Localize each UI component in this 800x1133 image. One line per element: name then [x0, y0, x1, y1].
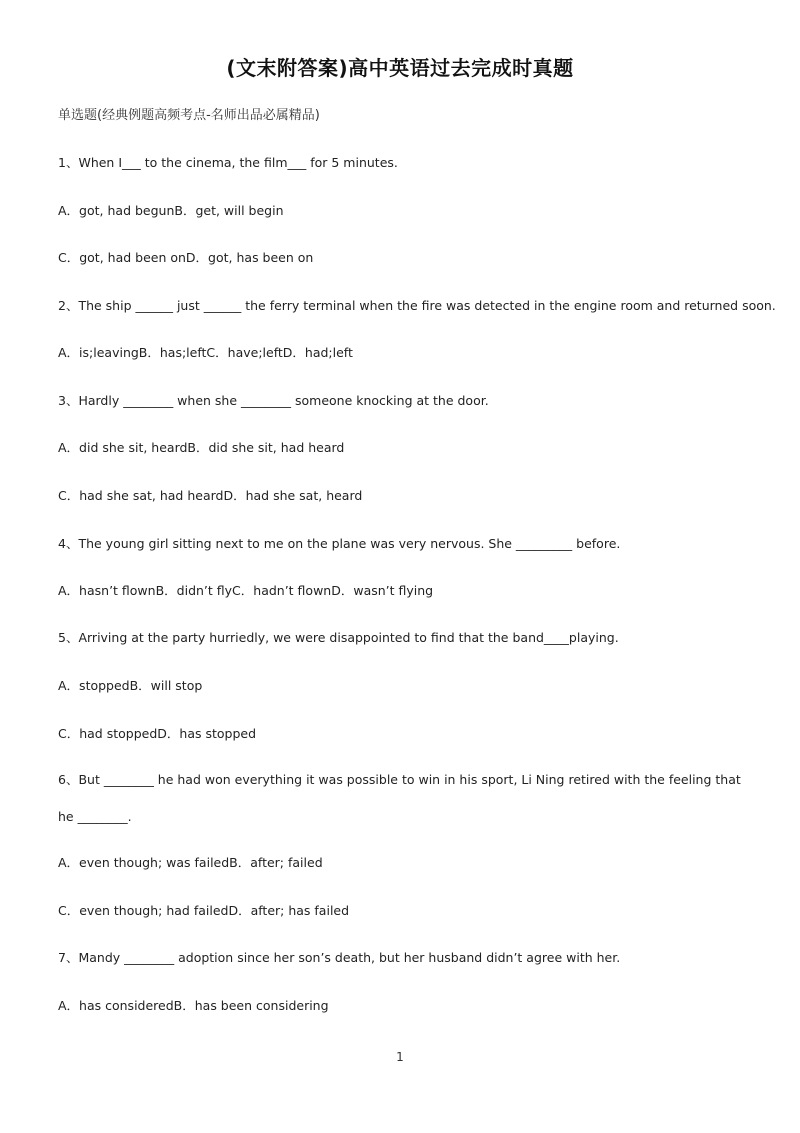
question-5-options-ab: A．stoppedB．will stop — [58, 678, 203, 693]
question-3-options-ab: A．did she sit, heardB．did she sit, had heard — [58, 440, 345, 455]
question-1: 1、When I___ to the cinema, the film___ for 5 minutes. — [58, 155, 398, 170]
question-6-options-ab: A．even though; was failedB．after; failed — [58, 855, 323, 870]
question-6: 6、But ________ he had won everything it was possible to win in his sport, Li Ning retired with the feeling that he ________. — [58, 772, 741, 824]
question-2: 2、The ship ______ just ______ the ferry terminal when the fire was detected in the engine room and returned soon. — [58, 298, 776, 313]
question-3-options-cd: C．had she sat, had heardD．had she sat, heard — [58, 488, 363, 503]
question-4: 4、The young girl sitting next to me on the plane was very nervous. She _________ before. — [58, 536, 621, 551]
page-number: 1 — [396, 1050, 404, 1064]
question-2-options: A．is;leavingB．has;leftC．have;leftD．had;left — [58, 345, 353, 360]
question-6-options-cd: C．even though; had failedD．after; has failed — [58, 903, 350, 918]
question-5-options-cd: C．had stoppedD．has stopped — [58, 726, 257, 741]
question-5: 5、Arriving at the party hurriedly, we were disappointed to find that the band____playing. — [58, 630, 619, 645]
question-7-options-ab: A．has consideredB．has been considering — [58, 998, 329, 1013]
question-4-options: A．hasn’t flownB．didn’t flyC．hadn’t flownD．wasn’t flying — [58, 583, 434, 598]
question-3: 3、Hardly ________ when she ________ someone knocking at the door. — [58, 393, 489, 408]
question-1-options-ab: A．got, had begunB．get, will begin — [58, 203, 284, 218]
question-1-options-cd: C．got, had been onD．got, has been on — [58, 250, 314, 265]
question-7: 7、Mandy ________ adoption since her son’s death, but her husband didn’t agree with her. — [58, 950, 621, 965]
page-title: (文末附答案)高中英语过去完成时真题 — [226, 56, 574, 80]
section-heading: 单选题(经典例题高频考点-名师出品必属精品) — [58, 108, 320, 123]
